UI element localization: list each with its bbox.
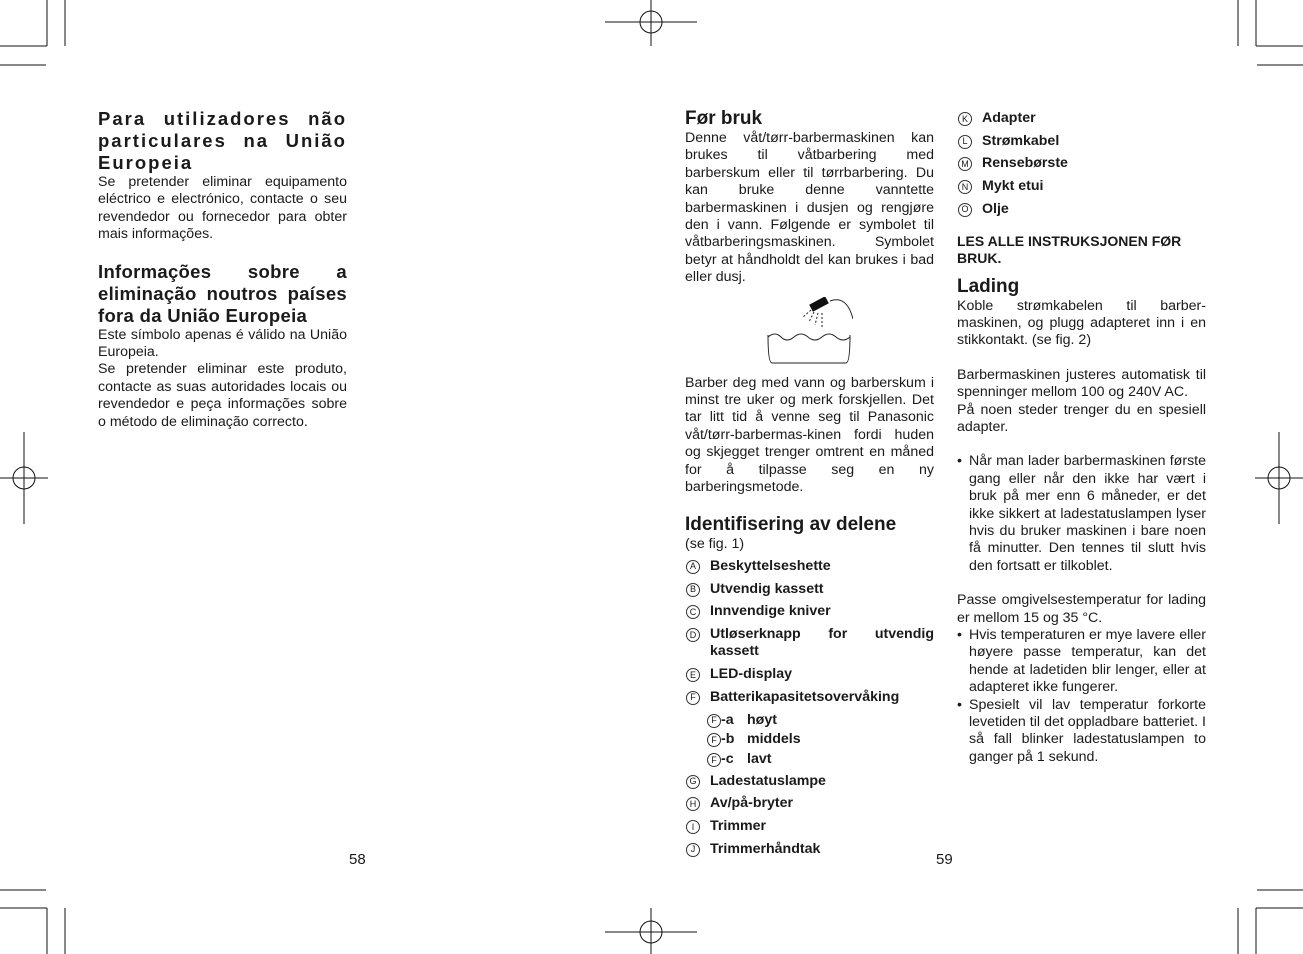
page-59-column-2	[957, 110, 1206, 766]
registration-mark-icon	[605, 0, 697, 46]
part-label: Innvendige kniver	[710, 603, 831, 620]
paragraph-voltage: Barbermaskinen justeres automatisk til spenninger mellom 100 og 240V AC.	[957, 366, 1206, 401]
part-item	[685, 773, 934, 790]
part-label: Batterikapasitetsovervåking	[710, 688, 900, 705]
part-item	[685, 841, 934, 858]
part-item	[685, 689, 934, 706]
part-label: LED-display	[710, 666, 792, 683]
page-number-right: 59	[936, 851, 953, 868]
part-letter-badge: I	[686, 820, 700, 834]
bullet-first-charge: Når man lader barbermaskinen første gang eller når den ikke har vært i bruk på mer enn 6 måneder, er det ikke sikkert at ladestatuslampen lyser hvis du bruker maskinen i bare noen få minutter. Den tennes til slutt hvis den fortsatt er tilkoblet.	[969, 453, 1206, 574]
page-58-column	[98, 108, 347, 431]
bullet-item	[957, 627, 1206, 697]
part-label: Strømkabel	[982, 132, 1060, 149]
part-label: Beskyttelseshette	[710, 557, 831, 574]
part-item	[685, 666, 934, 683]
paragraph-intro: Denne våt/tørr-barbermaskinen kan brukes til våtbarbering med barberskum eller til tørrbarbering. Du kan bruke denne vanntette barbermaskinen i dusjen og rengjøre den i vann. Følgende er symbolet til våtbarberingsmaskinen. Symbolet betyr at håndholdt del kan brukes i bad eller dusj.	[685, 130, 934, 286]
part-item	[957, 133, 1206, 150]
heading-before-use: Før bruk	[685, 108, 763, 129]
subpart-item	[685, 751, 934, 768]
part-item	[957, 155, 1206, 172]
parts-list	[685, 558, 934, 706]
part-item	[957, 110, 1206, 127]
part-label: høyt	[747, 711, 777, 728]
part-letter-badge: L	[958, 135, 972, 149]
registration-mark-icon	[1255, 432, 1303, 524]
part-letter-badge: K	[958, 112, 972, 126]
part-letter-badge: N	[958, 180, 972, 194]
part-item	[957, 178, 1206, 195]
heading-charging: Lading	[957, 275, 1020, 297]
part-letter-badge: B	[686, 583, 700, 597]
parts-list-accessories	[957, 110, 1206, 218]
paragraph-symbol-validity: Este símbolo apenas é válido na União Europeia.	[98, 326, 347, 361]
bullet-marker: •	[957, 627, 962, 644]
part-item	[685, 626, 934, 661]
heading-parts-identification: Identifisering av delene	[685, 513, 897, 535]
temperature-notes-list	[957, 627, 1206, 766]
paragraph-ambient-temperature: Passe omgivelsestemperatur for lading er mellom 15 og 35 °C.	[957, 592, 1206, 626]
page-number-left: 58	[349, 851, 366, 868]
bullet-marker: •	[957, 696, 962, 713]
part-item	[685, 795, 934, 812]
paragraph-disposal-contact: Se pretender eliminar este produto, contacte as suas autoridades locais ou revendedor e peça informações sobre o método de eliminação correcto.	[98, 361, 347, 430]
subpart-suffix: -c	[721, 751, 734, 768]
part-item	[685, 603, 934, 620]
part-letter-badge: H	[686, 797, 700, 811]
bullet-temperature-extremes: Hvis temperaturen er mye lavere eller høyere passe temperatur, kan det hende at ladetiden blir lenger, eller at adapteret ikke fungerer.	[969, 627, 1206, 696]
battery-subparts-list	[685, 712, 934, 769]
page-59-column-1	[685, 108, 934, 864]
subpart-suffix: -b	[721, 731, 735, 748]
part-letter-badge: O	[958, 203, 972, 217]
part-letter-badge: F	[707, 714, 721, 728]
part-letter-badge: E	[686, 668, 700, 682]
part-item	[685, 581, 934, 598]
part-label: Utvendig kassett	[710, 580, 824, 597]
part-letter-badge: G	[686, 775, 700, 789]
part-label: Trimmer	[710, 818, 766, 835]
paragraph-charging-connect: Koble strømkabelen til barber-maskinen, og plugg adapteret inn i en stikkontakt. (se fig. 2)	[957, 297, 1206, 349]
registration-mark-icon	[605, 908, 697, 954]
part-label: Utløserknapp for utvendig kassett	[710, 626, 934, 660]
part-letter-badge: J	[686, 843, 700, 857]
part-letter-badge: A	[686, 560, 700, 574]
bullet-low-temperature: Spesielt vil lav temperatur forkorte levetiden til det oppladbare batteriet. I så fall blinker ladestatuslampen to ganger på 1 sekund.	[969, 696, 1206, 765]
part-label: Rensebørste	[982, 155, 1068, 172]
part-letter-badge: D	[686, 628, 700, 642]
subpart-item	[685, 731, 934, 748]
part-letter-badge: F	[707, 753, 721, 767]
part-label: Ladestatuslampe	[710, 772, 826, 789]
part-label: middels	[747, 731, 801, 748]
parts-list-continued	[685, 773, 934, 859]
part-item	[957, 201, 1206, 218]
bullet-marker: •	[957, 453, 962, 470]
bullet-item	[957, 453, 1206, 575]
part-letter-badge: F	[707, 733, 721, 747]
part-letter-badge: C	[686, 605, 700, 619]
part-label: lavt	[747, 751, 772, 768]
part-label: Trimmerhåndtak	[710, 840, 821, 857]
part-item	[685, 558, 934, 575]
heading-non-eu-disposal: Informações sobre a eliminação noutros países fora da União Europeia	[98, 260, 347, 326]
read-all-instructions: LES ALLE INSTRUKSJONEN FØR BRUK.	[957, 232, 1182, 266]
part-label: Olje	[982, 200, 1009, 217]
charging-notes-list	[957, 453, 1206, 575]
paragraph-special-adapter: På noen steder trenger du en spesiell adapter.	[957, 401, 1206, 435]
registration-mark-icon	[0, 432, 48, 524]
paragraph-adaptation: Barber deg med vann og barberskum i minst tre uker og merk forskjellen. Det tar litt tid å venne seg til Panasonic våt/tørr-barbermas-kinen fordi huden og skjegget trenger omtrent en måned for å tilpasse seg en ny barberingsmetode.	[685, 374, 934, 496]
subpart-item	[685, 712, 934, 729]
heading-eu-disposal: Para utilizadores não particulares na União Europeia	[98, 108, 347, 173]
part-letter-badge: F	[686, 691, 700, 705]
subpart-suffix: -a	[721, 711, 734, 728]
part-label: Mykt etui	[982, 178, 1044, 195]
part-label: Adapter	[982, 110, 1036, 126]
paragraph-eu-disposal: Se pretender eliminar equipamento eléctrico e electrónico, contacte o seu revendedor ou fornecedor para obter mais informações.	[98, 174, 347, 243]
shower-water-icon	[767, 297, 853, 367]
part-label: Av/på-bryter	[710, 795, 794, 812]
bullet-item	[957, 697, 1206, 767]
part-letter-badge: M	[958, 157, 972, 171]
see-figure-1: (se fig. 1)	[685, 535, 745, 552]
part-item	[685, 818, 934, 835]
